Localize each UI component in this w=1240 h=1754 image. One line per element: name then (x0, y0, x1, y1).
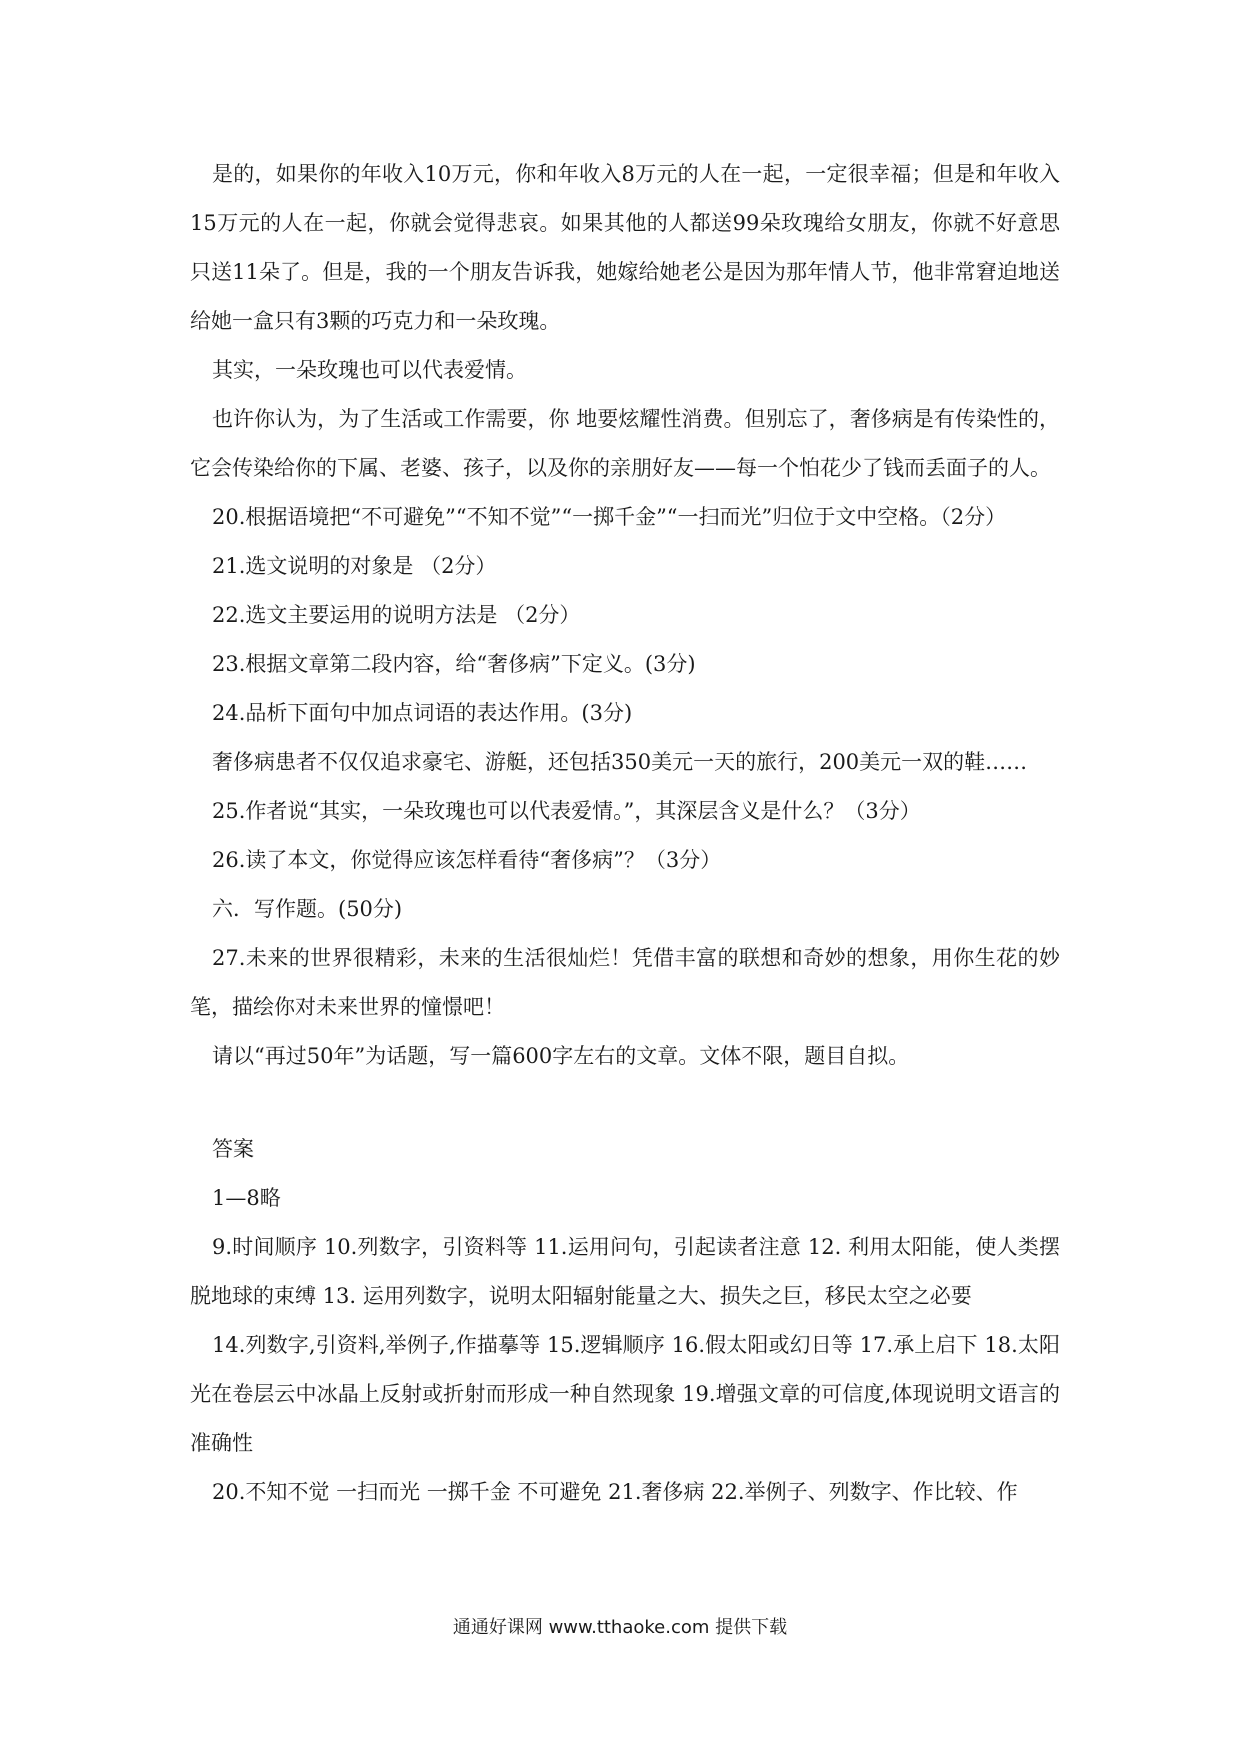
question-27: 27.未来的世界很精彩，未来的生活很灿烂！凭借丰富的联想和奇妙的想象，用你生花的妙笔，描绘你对未来世界的憧憬吧！ (190, 946, 1060, 1019)
question-26: 26.读了本文，你觉得应该怎样看待“奢侈病”？（3分） (212, 848, 722, 872)
answers-9-13: 9.时间顺序 10.列数字，引资料等 11.运用问句，引起读者注意 12. 利用太阳能，使人类摆脱地球的束缚 13. 运用列数字，说明太阳辐射能量之大、损失之巨，移民太空之必要 (190, 1235, 1060, 1308)
question-21: 21.选文说明的对象是 （2分） (212, 554, 497, 578)
question-25: 25.作者说“其实，一朵玫瑰也可以代表爱情。”，其深层含义是什么？（3分） (212, 799, 921, 823)
passage-paragraph-3: 也许你认为，为了生活或工作需要，你 地要炫耀性消费。但别忘了，奢侈病是有传染性的，它会传染给你的下属、老婆、孩子，以及你的亲朋好友——每一个怕花少了钱而丢面子的人。 (190, 407, 1060, 480)
passage-paragraph-1: 是的，如果你的年收入10万元，你和年收入8万元的人在一起，一定很幸福；但是和年收入15万元的人在一起，你就会觉得悲哀。如果其他的人都送99朵玫瑰给女朋友，你就不好意思只送11朵了。但是，我的一个朋友告诉我，她嫁给她老公是因为那年情人节，他非常窘迫地送给她一盒只有3颗的巧克力和一朵玫瑰。 (190, 162, 1060, 333)
page-footer: 通通好课网 www.tthaoke.com 提供下载 (452, 1617, 788, 1638)
question-24: 24.品析下面句中加点词语的表达作用。(3分) (212, 701, 633, 725)
question-27-requirement: 请以“再过50年”为话题，写一篇600字左右的文章。文体不限，题目自拟。 (212, 1044, 910, 1068)
passage-paragraph-2: 其实，一朵玫瑰也可以代表爱情。 (212, 358, 527, 382)
answers-heading: 答案 (212, 1137, 254, 1161)
answers-20-22: 20.不知不觉 一扫而光 一掷千金 不可避免 21.奢侈病 22.举例子、列数字、作比较、作 (212, 1480, 1018, 1504)
question-20: 20.根据语境把“不可避免”“不知不觉”“一掷千金”“一扫而光”归位于文中空格。（2分） (212, 505, 1007, 529)
section-6-heading: 六．写作题。(50分) (212, 897, 403, 921)
question-23: 23.根据文章第二段内容，给“奢侈病”下定义。(3分) (212, 652, 696, 676)
question-22: 22.选文主要运用的说明方法是 （2分） (212, 603, 581, 627)
question-24-sentence: 奢侈病患者不仅仅追求豪宅、游艇，还包括350美元一天的旅行，200美元一双的鞋…… (212, 750, 1028, 774)
answers-14-19: 14.列数字,引资料,举例子,作描摹等 15.逻辑顺序 16.假太阳或幻日等 17.承上启下 18.太阳光在卷层云中冰晶上反射或折射而形成一种自然现象 19.增强文章的可信度,体现说明文语言的准确性 (190, 1333, 1060, 1455)
document-body (190, 150, 1060, 1517)
answers-1-8: 1—8略 (212, 1186, 281, 1210)
